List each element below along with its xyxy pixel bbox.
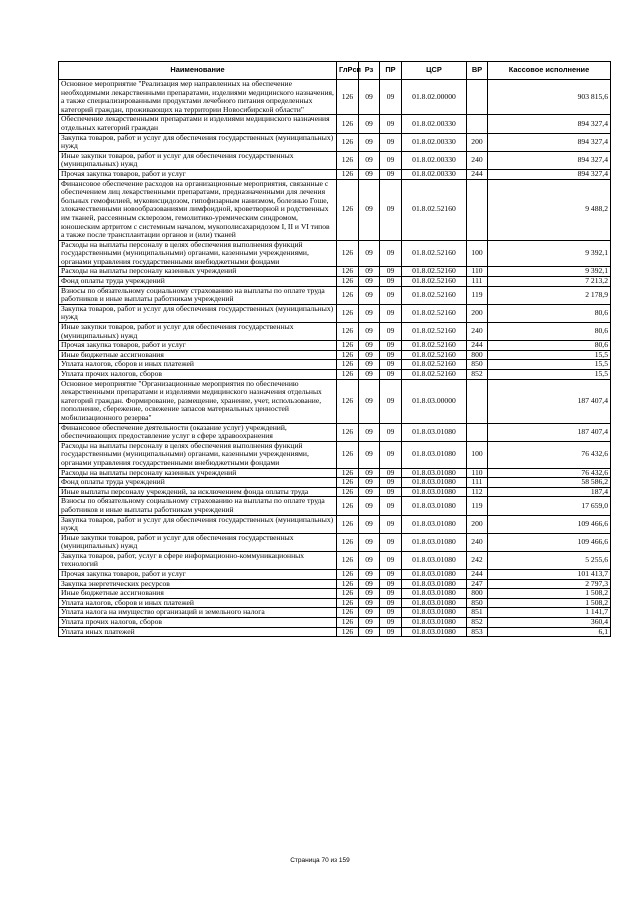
cell-csr: 01.8.03.01080 xyxy=(402,589,467,599)
document-page xyxy=(58,61,610,637)
cell-pr: 09 xyxy=(380,441,402,468)
cell-name: Основное мероприятие "Реализация мер направленных на обеспечение необходимыми лекарственными препаратами, изделиями медицинского назначения, а также специализированными продуктами лечебного питания определенных категорий граждан, проживающих на территории Новосибирской области" xyxy=(59,80,337,115)
cell-name: Иные закупки товаров, работ и услуг для обеспечения государственных (муниципальных) нужд xyxy=(59,533,337,551)
cell-exec: 9 392,1 xyxy=(488,240,611,267)
cell-name: Прочая закупка товаров, работ и услуг xyxy=(59,570,337,580)
cell-rz: 09 xyxy=(359,423,380,441)
cell-rz: 09 xyxy=(359,515,380,533)
cell-exec: 1 508,2 xyxy=(488,589,611,599)
cell-rz: 09 xyxy=(359,240,380,267)
cell-exec: 1 141,7 xyxy=(488,608,611,618)
cell-vr: 111 xyxy=(467,277,488,287)
cell-grs: 126 xyxy=(337,627,359,637)
cell-rz: 09 xyxy=(359,341,380,351)
cell-pr: 09 xyxy=(380,423,402,441)
cell-name: Фонд оплаты труда учреждений xyxy=(59,277,337,287)
table-row xyxy=(59,179,611,240)
cell-vr xyxy=(467,115,488,133)
table-row xyxy=(59,370,611,380)
cell-grs: 126 xyxy=(337,267,359,277)
cell-grs: 126 xyxy=(337,579,359,589)
cell-csr: 01.8.03.01080 xyxy=(402,423,467,441)
cell-rz: 09 xyxy=(359,533,380,551)
cell-pr: 09 xyxy=(380,618,402,628)
cell-csr: 01.8.03.01080 xyxy=(402,515,467,533)
cell-vr xyxy=(467,179,488,240)
header-rz: Рз xyxy=(359,62,380,80)
cell-grs: 126 xyxy=(337,533,359,551)
cell-csr: 01.8.02.52160 xyxy=(402,350,467,360)
cell-grs: 126 xyxy=(337,169,359,179)
cell-vr: 242 xyxy=(467,551,488,569)
cell-name: Фонд оплаты труда учреждений xyxy=(59,478,337,488)
cell-grs: 126 xyxy=(337,179,359,240)
cell-name: Иные закупки товаров, работ и услуг для обеспечения государственных (муниципальных) нужд xyxy=(59,151,337,169)
cell-csr: 01.8.03.01080 xyxy=(402,570,467,580)
cell-csr: 01.8.02.52160 xyxy=(402,240,467,267)
cell-rz: 09 xyxy=(359,286,380,304)
cell-exec: 101 413,7 xyxy=(488,570,611,580)
cell-pr: 09 xyxy=(380,360,402,370)
cell-vr: 111 xyxy=(467,478,488,488)
cell-exec: 5 255,6 xyxy=(488,551,611,569)
cell-exec: 15,5 xyxy=(488,360,611,370)
cell-name: Обеспечение лекарственными препаратами и изделиями медицинского назначения отдельных категорий граждан xyxy=(59,115,337,133)
cell-vr: 240 xyxy=(467,151,488,169)
cell-pr: 09 xyxy=(380,304,402,322)
cell-vr: 247 xyxy=(467,579,488,589)
cell-rz: 09 xyxy=(359,579,380,589)
table-row xyxy=(59,80,611,115)
cell-grs: 126 xyxy=(337,286,359,304)
cell-pr: 09 xyxy=(380,608,402,618)
table-row xyxy=(59,286,611,304)
table-row xyxy=(59,379,611,423)
cell-rz: 09 xyxy=(359,179,380,240)
cell-vr: 200 xyxy=(467,515,488,533)
cell-csr: 01.8.02.00330 xyxy=(402,133,467,151)
cell-grs: 126 xyxy=(337,423,359,441)
table-body xyxy=(59,80,611,637)
cell-exec: 894 327,4 xyxy=(488,115,611,133)
cell-vr: 200 xyxy=(467,133,488,151)
cell-vr: 119 xyxy=(467,286,488,304)
cell-exec: 187 407,4 xyxy=(488,423,611,441)
cell-pr: 09 xyxy=(380,267,402,277)
cell-exec: 15,5 xyxy=(488,370,611,380)
cell-rz: 09 xyxy=(359,608,380,618)
cell-exec: 187,4 xyxy=(488,487,611,497)
cell-name: Расходы на выплаты персоналу в целях обеспечения выполнения функций государственными (муниципальными) органами, казенными учреждениями, органами управления государственными внебюджетными фондами xyxy=(59,441,337,468)
cell-exec: 6,1 xyxy=(488,627,611,637)
cell-csr: 01.8.03.01080 xyxy=(402,598,467,608)
cell-csr: 01.8.02.00330 xyxy=(402,115,467,133)
cell-grs: 126 xyxy=(337,551,359,569)
cell-vr: 244 xyxy=(467,169,488,179)
cell-csr: 01.8.03.01080 xyxy=(402,618,467,628)
cell-rz: 09 xyxy=(359,115,380,133)
cell-grs: 126 xyxy=(337,478,359,488)
cell-pr: 09 xyxy=(380,341,402,351)
cell-vr: 110 xyxy=(467,267,488,277)
cell-exec: 80,6 xyxy=(488,304,611,322)
cell-rz: 09 xyxy=(359,478,380,488)
cell-grs: 126 xyxy=(337,570,359,580)
cell-grs: 126 xyxy=(337,370,359,380)
cell-rz: 09 xyxy=(359,151,380,169)
cell-csr: 01.8.02.52160 xyxy=(402,323,467,341)
cell-csr: 01.8.03.01080 xyxy=(402,533,467,551)
cell-vr: 850 xyxy=(467,360,488,370)
cell-pr: 09 xyxy=(380,323,402,341)
cell-vr: 852 xyxy=(467,370,488,380)
cell-pr: 09 xyxy=(380,468,402,478)
cell-exec: 80,6 xyxy=(488,323,611,341)
cell-pr: 09 xyxy=(380,80,402,115)
cell-exec: 2 797,3 xyxy=(488,579,611,589)
cell-pr: 09 xyxy=(380,533,402,551)
cell-rz: 09 xyxy=(359,598,380,608)
cell-rz: 09 xyxy=(359,304,380,322)
header-name: Наименование xyxy=(59,62,337,80)
cell-pr: 09 xyxy=(380,627,402,637)
page-footer: Страница 70 из 159 xyxy=(290,857,350,864)
table-row xyxy=(59,551,611,569)
cell-csr: 01.8.03.01080 xyxy=(402,627,467,637)
cell-rz: 09 xyxy=(359,267,380,277)
cell-rz: 09 xyxy=(359,570,380,580)
cell-grs: 126 xyxy=(337,441,359,468)
cell-exec: 9 488,2 xyxy=(488,179,611,240)
cell-name: Взносы по обязательному социальному страхованию на выплаты по оплате труда работников и иные выплаты работникам учреждений xyxy=(59,497,337,515)
table-header xyxy=(59,62,611,80)
cell-csr: 01.8.02.52160 xyxy=(402,277,467,287)
cell-rz: 09 xyxy=(359,487,380,497)
cell-vr: 100 xyxy=(467,240,488,267)
cell-grs: 126 xyxy=(337,341,359,351)
cell-rz: 09 xyxy=(359,589,380,599)
cell-vr: 244 xyxy=(467,341,488,351)
cell-vr: 119 xyxy=(467,497,488,515)
budget-table xyxy=(58,61,611,637)
cell-csr: 01.8.02.00330 xyxy=(402,151,467,169)
cell-rz: 09 xyxy=(359,370,380,380)
cell-vr xyxy=(467,423,488,441)
cell-pr: 09 xyxy=(380,370,402,380)
cell-pr: 09 xyxy=(380,589,402,599)
cell-pr: 09 xyxy=(380,277,402,287)
cell-csr: 01.8.02.52160 xyxy=(402,267,467,277)
cell-pr: 09 xyxy=(380,598,402,608)
table-row xyxy=(59,304,611,322)
cell-csr: 01.8.02.52160 xyxy=(402,360,467,370)
cell-pr: 09 xyxy=(380,350,402,360)
cell-pr: 09 xyxy=(380,497,402,515)
cell-name: Закупка товаров, работ и услуг для обеспечения государственных (муниципальных) нужд xyxy=(59,304,337,322)
cell-pr: 09 xyxy=(380,151,402,169)
cell-csr: 01.8.02.52160 xyxy=(402,286,467,304)
cell-grs: 126 xyxy=(337,277,359,287)
header-vr: ВР xyxy=(467,62,488,80)
table-row xyxy=(59,115,611,133)
cell-name: Основное мероприятие "Организационные мероприятия по обеспечению лекарственными препаратами и изделиями медицинского назначения отдельных категорий граждан. Формирование, размещение, хранение, учет, использование, пополнение, сбережение, освежение запасов материальных ценностей мобилизационного резерва" xyxy=(59,379,337,423)
cell-vr xyxy=(467,80,488,115)
table-row xyxy=(59,341,611,351)
cell-grs: 126 xyxy=(337,115,359,133)
cell-name: Финансовое обеспечение деятельности (оказание услуг) учреждений, обеспечивающих предоставление услуг в сфере здравоохранения xyxy=(59,423,337,441)
cell-rz: 09 xyxy=(359,80,380,115)
cell-grs: 126 xyxy=(337,133,359,151)
table-row xyxy=(59,441,611,468)
cell-pr: 09 xyxy=(380,115,402,133)
cell-pr: 09 xyxy=(380,169,402,179)
table-row xyxy=(59,323,611,341)
cell-exec: 187 407,4 xyxy=(488,379,611,423)
cell-name: Уплата налогов, сборов и иных платежей xyxy=(59,598,337,608)
cell-pr: 09 xyxy=(380,551,402,569)
cell-name: Прочая закупка товаров, работ и услуг xyxy=(59,169,337,179)
cell-csr: 01.8.03.01080 xyxy=(402,478,467,488)
cell-rz: 09 xyxy=(359,360,380,370)
cell-exec: 894 327,4 xyxy=(488,133,611,151)
cell-name: Расходы на выплаты персоналу в целях обеспечения выполнения функций государственными (муниципальными) органами, казенными учреждениями, органами управления государственными внебюджетными фондами xyxy=(59,240,337,267)
cell-csr: 01.8.02.00000 xyxy=(402,80,467,115)
cell-exec: 76 432,6 xyxy=(488,441,611,468)
table-row xyxy=(59,515,611,533)
table-row xyxy=(59,169,611,179)
cell-rz: 09 xyxy=(359,627,380,637)
cell-csr: 01.8.03.01080 xyxy=(402,551,467,569)
cell-csr: 01.8.03.01080 xyxy=(402,497,467,515)
cell-csr: 01.8.02.52160 xyxy=(402,179,467,240)
cell-name: Прочая закупка товаров, работ и услуг xyxy=(59,341,337,351)
cell-rz: 09 xyxy=(359,169,380,179)
cell-vr xyxy=(467,379,488,423)
cell-name: Расходы на выплаты персоналу казенных учреждений xyxy=(59,468,337,478)
cell-grs: 126 xyxy=(337,323,359,341)
cell-exec: 9 392,1 xyxy=(488,267,611,277)
table-row xyxy=(59,133,611,151)
cell-csr: 01.8.02.00330 xyxy=(402,169,467,179)
cell-csr: 01.8.02.52160 xyxy=(402,370,467,380)
cell-rz: 09 xyxy=(359,350,380,360)
cell-name: Взносы по обязательному социальному страхованию на выплаты по оплате труда работников и иные выплаты работникам учреждений xyxy=(59,286,337,304)
cell-grs: 126 xyxy=(337,240,359,267)
cell-name: Иные бюджетные ассигнования xyxy=(59,350,337,360)
cell-exec: 58 586,2 xyxy=(488,478,611,488)
cell-name: Уплата налогов, сборов и иных платежей xyxy=(59,360,337,370)
cell-name: Уплата прочих налогов, сборов xyxy=(59,370,337,380)
cell-exec: 109 466,6 xyxy=(488,533,611,551)
cell-vr: 112 xyxy=(467,487,488,497)
table-row xyxy=(59,618,611,628)
cell-grs: 126 xyxy=(337,515,359,533)
table-row xyxy=(59,277,611,287)
cell-vr: 240 xyxy=(467,323,488,341)
cell-csr: 01.8.03.01080 xyxy=(402,579,467,589)
cell-pr: 09 xyxy=(380,570,402,580)
cell-name: Закупка энергетических ресурсов xyxy=(59,579,337,589)
header-grs: ГлРсп xyxy=(337,62,359,80)
cell-rz: 09 xyxy=(359,379,380,423)
cell-name: Иные закупки товаров, работ и услуг для обеспечения государственных (муниципальных) нужд xyxy=(59,323,337,341)
cell-vr: 110 xyxy=(467,468,488,478)
table-row xyxy=(59,151,611,169)
cell-pr: 09 xyxy=(380,515,402,533)
cell-rz: 09 xyxy=(359,497,380,515)
cell-grs: 126 xyxy=(337,468,359,478)
table-row xyxy=(59,533,611,551)
table-row xyxy=(59,589,611,599)
cell-grs: 126 xyxy=(337,350,359,360)
cell-rz: 09 xyxy=(359,277,380,287)
cell-csr: 01.8.02.52160 xyxy=(402,341,467,351)
table-row xyxy=(59,497,611,515)
cell-grs: 126 xyxy=(337,379,359,423)
cell-exec: 360,4 xyxy=(488,618,611,628)
cell-exec: 1 508,2 xyxy=(488,598,611,608)
table-row xyxy=(59,627,611,637)
cell-exec: 80,6 xyxy=(488,341,611,351)
table-row xyxy=(59,478,611,488)
cell-exec: 76 432,6 xyxy=(488,468,611,478)
cell-name: Финансовое обеспечение расходов на организационные мероприятия, связанные с обеспечением лиц лекарственными препаратами, предназначенными для лечения больных гемофилией, муковисцидозом, гипофизарным нанизмом, болезнью Гоше, злокачественными новообразованиями лимфоидной, кроветворной и родственных им тканей, рассеянным склерозом, гемолитико-уремическим синдромом, юношеским артритом с системным началом, мукополисахаридозом I, II и VI типов а также после трансплантации органов и (или) тканей xyxy=(59,179,337,240)
header-exec: Кассовое исполнение xyxy=(488,62,611,80)
cell-pr: 09 xyxy=(380,133,402,151)
cell-exec: 109 466,6 xyxy=(488,515,611,533)
cell-pr: 09 xyxy=(380,487,402,497)
cell-rz: 09 xyxy=(359,133,380,151)
cell-exec: 894 327,4 xyxy=(488,169,611,179)
cell-exec: 7 213,2 xyxy=(488,277,611,287)
cell-rz: 09 xyxy=(359,551,380,569)
cell-csr: 01.8.03.01080 xyxy=(402,608,467,618)
cell-name: Иные бюджетные ассигнования xyxy=(59,589,337,599)
cell-rz: 09 xyxy=(359,441,380,468)
cell-vr: 852 xyxy=(467,618,488,628)
cell-exec: 894 327,4 xyxy=(488,151,611,169)
cell-vr: 853 xyxy=(467,627,488,637)
cell-pr: 09 xyxy=(380,379,402,423)
cell-name: Уплата налога на имущество организаций и земельного налога xyxy=(59,608,337,618)
cell-csr: 01.8.02.52160 xyxy=(402,304,467,322)
cell-rz: 09 xyxy=(359,323,380,341)
cell-exec: 15,5 xyxy=(488,350,611,360)
cell-vr: 850 xyxy=(467,598,488,608)
cell-name: Иные выплаты персоналу учреждений, за исключением фонда оплаты труда xyxy=(59,487,337,497)
cell-rz: 09 xyxy=(359,468,380,478)
cell-grs: 126 xyxy=(337,80,359,115)
table-row xyxy=(59,423,611,441)
cell-rz: 09 xyxy=(359,618,380,628)
cell-grs: 126 xyxy=(337,487,359,497)
cell-vr: 240 xyxy=(467,533,488,551)
cell-name: Уплата иных платежей xyxy=(59,627,337,637)
cell-vr: 851 xyxy=(467,608,488,618)
cell-grs: 126 xyxy=(337,151,359,169)
cell-grs: 126 xyxy=(337,304,359,322)
cell-exec: 17 659,0 xyxy=(488,497,611,515)
cell-name: Закупка товаров, работ и услуг для обеспечения государственных (муниципальных) нужд xyxy=(59,133,337,151)
cell-exec: 2 178,9 xyxy=(488,286,611,304)
cell-vr: 800 xyxy=(467,350,488,360)
cell-csr: 01.8.03.01080 xyxy=(402,468,467,478)
table-row xyxy=(59,240,611,267)
cell-pr: 09 xyxy=(380,179,402,240)
header-pr: ПР xyxy=(380,62,402,80)
cell-pr: 09 xyxy=(380,478,402,488)
cell-csr: 01.8.03.00000 xyxy=(402,379,467,423)
cell-vr: 800 xyxy=(467,589,488,599)
cell-vr: 100 xyxy=(467,441,488,468)
cell-grs: 126 xyxy=(337,608,359,618)
cell-vr: 200 xyxy=(467,304,488,322)
cell-pr: 09 xyxy=(380,579,402,589)
header-csr: ЦСР xyxy=(402,62,467,80)
cell-name: Закупка товаров, работ, услуг в сфере информационно-коммуникационных технологий xyxy=(59,551,337,569)
cell-name: Уплата прочих налогов, сборов xyxy=(59,618,337,628)
table-row xyxy=(59,570,611,580)
cell-vr: 244 xyxy=(467,570,488,580)
cell-grs: 126 xyxy=(337,618,359,628)
cell-exec: 903 815,6 xyxy=(488,80,611,115)
cell-grs: 126 xyxy=(337,589,359,599)
cell-pr: 09 xyxy=(380,286,402,304)
cell-grs: 126 xyxy=(337,360,359,370)
cell-csr: 01.8.03.01080 xyxy=(402,441,467,468)
cell-name: Расходы на выплаты персоналу казенных учреждений xyxy=(59,267,337,277)
cell-name: Закупка товаров, работ и услуг для обеспечения государственных (муниципальных) нужд xyxy=(59,515,337,533)
cell-grs: 126 xyxy=(337,598,359,608)
cell-pr: 09 xyxy=(380,240,402,267)
cell-grs: 126 xyxy=(337,497,359,515)
cell-csr: 01.8.03.01080 xyxy=(402,487,467,497)
